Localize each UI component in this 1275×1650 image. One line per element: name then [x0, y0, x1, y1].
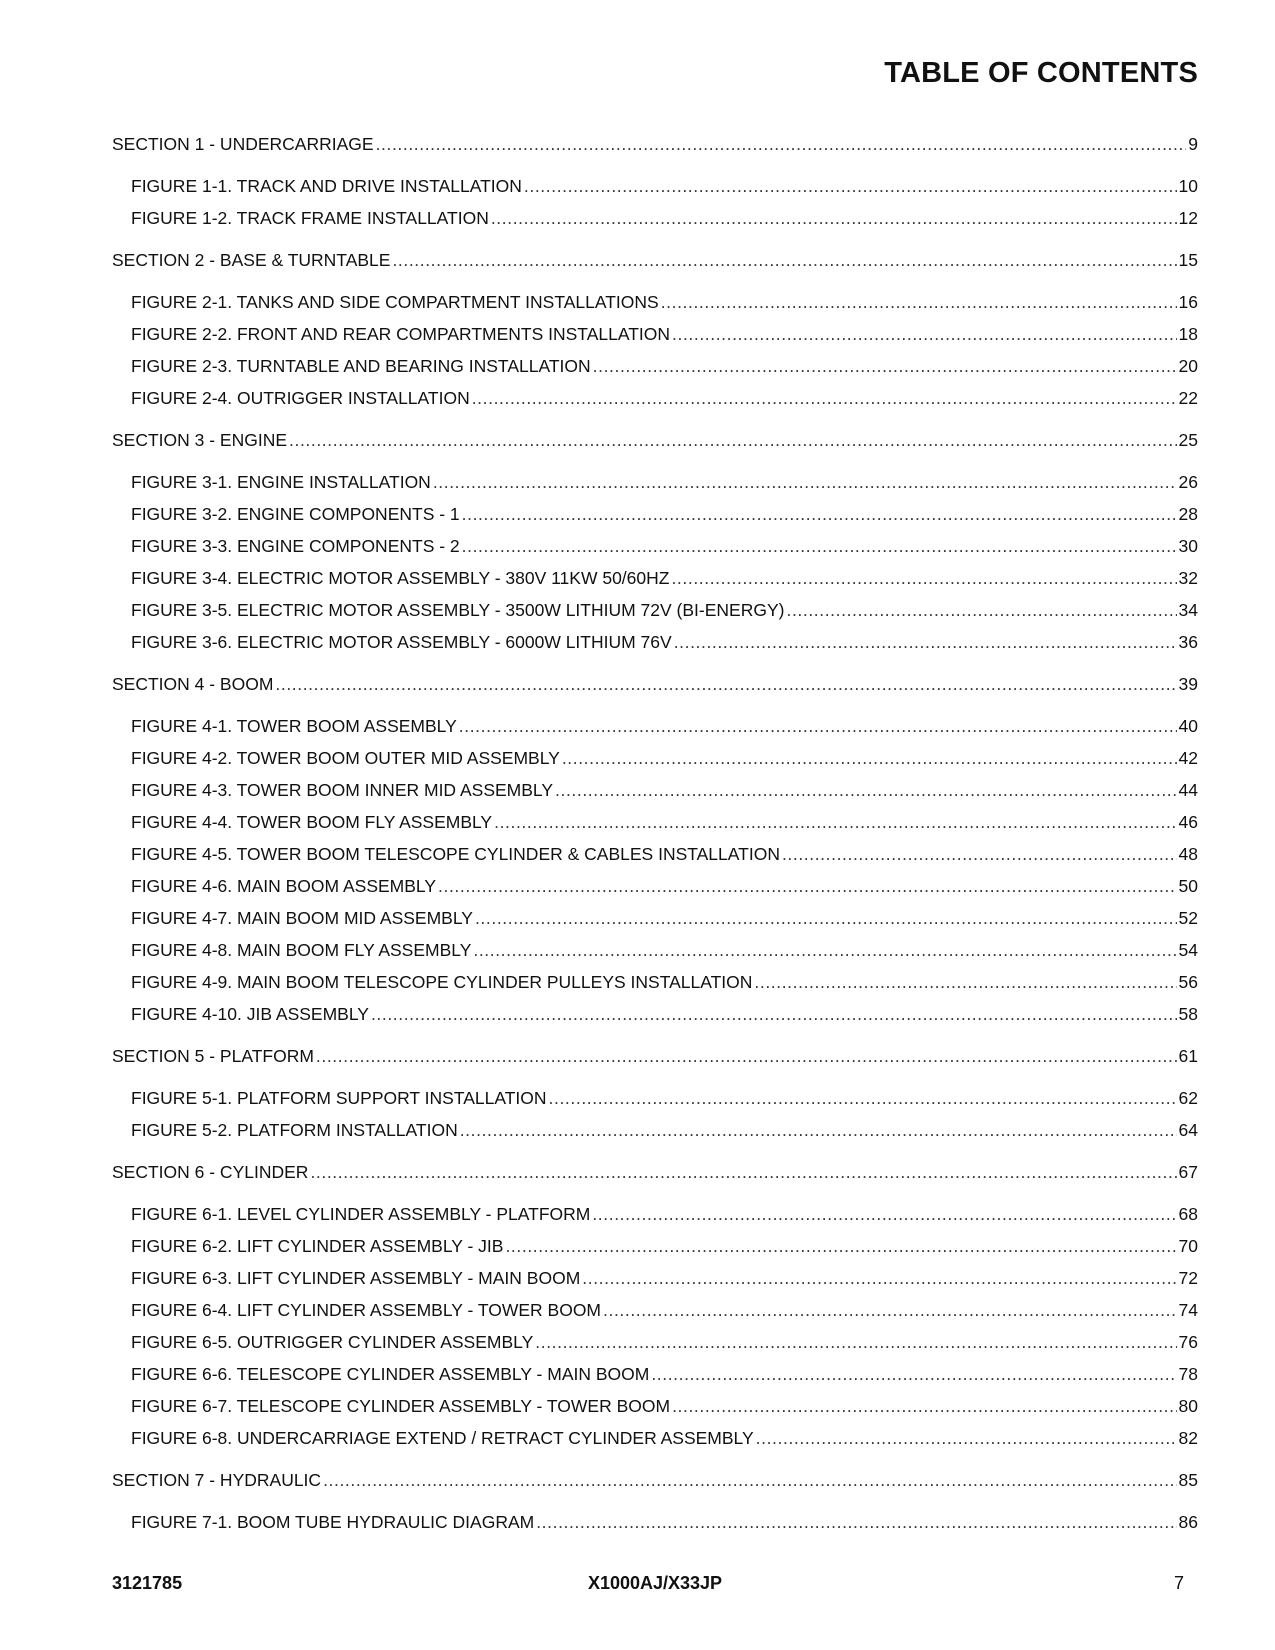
dot-leader [674, 626, 1177, 658]
toc-entry-label: SECTION 4 - BOOM [112, 674, 274, 694]
toc-entry-page: 22 [1178, 388, 1198, 408]
toc-entry-page: 50 [1178, 876, 1198, 896]
dot-leader [473, 934, 1176, 966]
dot-leader [592, 1198, 1176, 1230]
toc-figure-entry[interactable] [112, 498, 1198, 530]
toc-entry-label: SECTION 5 - PLATFORM [112, 1046, 314, 1066]
toc-entry-page: 9 [1188, 134, 1198, 154]
dot-leader [754, 966, 1176, 998]
dot-leader [371, 998, 1177, 1030]
dot-leader [782, 838, 1177, 870]
toc-figure-entry[interactable] [112, 1326, 1198, 1358]
toc-figure-entry[interactable] [112, 626, 1198, 658]
dot-leader [323, 1464, 1176, 1496]
dot-leader [433, 466, 1177, 498]
toc-entry-label: FIGURE 2-1. TANKS AND SIDE COMPARTMENT INSTALLATIONS [131, 292, 659, 312]
toc-entry-label: FIGURE 3-1. ENGINE INSTALLATION [131, 472, 431, 492]
toc-figure-entry[interactable] [112, 1262, 1198, 1294]
toc-entry-label: FIGURE 4-8. MAIN BOOM FLY ASSEMBLY [131, 940, 472, 960]
toc-entry-page: 52 [1178, 908, 1198, 928]
dot-leader [275, 668, 1176, 700]
dot-leader [661, 286, 1177, 318]
dot-leader [524, 170, 1177, 202]
toc-entry-page: 40 [1178, 716, 1198, 736]
model-name: X1000AJ/X33JP [587, 1573, 723, 1593]
toc-entry-label: SECTION 3 - ENGINE [112, 430, 288, 450]
dot-leader [786, 594, 1176, 626]
dot-leader [672, 1390, 1176, 1422]
toc-entry-page: 67 [1178, 1162, 1198, 1182]
toc-entry-label: FIGURE 2-2. FRONT AND REAR COMPARTMENTS INSTALLATION [131, 324, 671, 344]
toc-entry-label: FIGURE 6-4. LIFT CYLINDER ASSEMBLY - TOWER BOOM [131, 1300, 602, 1320]
toc-entry-page: 25 [1178, 430, 1198, 450]
toc-entry-page: 76 [1178, 1332, 1198, 1352]
dot-leader [505, 1230, 1176, 1262]
toc-figure-entry[interactable] [112, 774, 1198, 806]
toc-figure-entry[interactable] [112, 998, 1198, 1030]
toc-entry-page: 68 [1178, 1204, 1198, 1224]
toc-figure-entry[interactable] [112, 710, 1198, 742]
toc-entry-label: FIGURE 7-1. BOOM TUBE HYDRAULIC DIAGRAM [131, 1512, 535, 1532]
toc-entry-label: SECTION 7 - HYDRAULIC [112, 1470, 322, 1490]
dot-leader [562, 742, 1177, 774]
toc-entry-page: 48 [1178, 844, 1198, 864]
toc-entry-page: 36 [1178, 632, 1198, 652]
toc-figure-entry[interactable] [112, 1506, 1198, 1538]
dot-leader [392, 244, 1176, 276]
document-number: 3121785 [112, 1573, 183, 1593]
toc-figure-entry[interactable] [112, 806, 1198, 838]
dot-leader [491, 202, 1177, 234]
toc-figure-entry[interactable] [112, 170, 1198, 202]
toc-entry-page: 86 [1178, 1512, 1198, 1532]
toc-entry-page: 85 [1178, 1470, 1198, 1490]
toc-section-entry[interactable] [112, 1156, 1198, 1188]
toc-figure-entry[interactable] [112, 382, 1198, 414]
toc-entry-label: FIGURE 4-6. MAIN BOOM ASSEMBLY [131, 876, 437, 896]
toc-entry-page: 10 [1178, 176, 1198, 196]
toc-entry-page: 28 [1178, 504, 1198, 524]
dot-leader [651, 1358, 1176, 1390]
toc-entry-label: FIGURE 1-1. TRACK AND DRIVE INSTALLATION [131, 176, 522, 196]
toc-entry-label: SECTION 2 - BASE & TURNTABLE [112, 250, 391, 270]
toc-entry-label: FIGURE 5-1. PLATFORM SUPPORT INSTALLATION [131, 1088, 547, 1108]
toc-section-entry[interactable] [112, 1464, 1198, 1496]
toc-entry-page: 74 [1178, 1300, 1198, 1320]
toc-figure-entry[interactable] [112, 966, 1198, 998]
toc-entry-page: 62 [1178, 1088, 1198, 1108]
dot-leader [460, 1114, 1177, 1146]
toc-figure-entry[interactable] [112, 1358, 1198, 1390]
toc-entry-page: 61 [1178, 1046, 1198, 1066]
dot-leader [582, 1262, 1176, 1294]
dot-leader [462, 530, 1177, 562]
toc-figure-entry[interactable] [112, 318, 1198, 350]
toc-entry-label: FIGURE 3-6. ELECTRIC MOTOR ASSEMBLY - 6000W LITHIUM 76V [131, 632, 672, 652]
dot-leader [438, 870, 1177, 902]
toc-figure-entry[interactable] [112, 742, 1198, 774]
toc-entry-label: FIGURE 4-4. TOWER BOOM FLY ASSEMBLY [131, 812, 493, 832]
toc-entry-label: FIGURE 3-4. ELECTRIC MOTOR ASSEMBLY - 380V 11KW 50/60HZ [131, 568, 670, 588]
toc-entry-page: 12 [1178, 208, 1198, 228]
toc-entry-page: 82 [1178, 1428, 1198, 1448]
toc-section-entry[interactable] [112, 668, 1198, 700]
dot-leader [593, 350, 1177, 382]
dot-leader [316, 1040, 1177, 1072]
toc-figure-entry[interactable] [112, 1198, 1198, 1230]
toc-entry-page: 34 [1178, 600, 1198, 620]
toc-entry-label: FIGURE 3-3. ENGINE COMPONENTS - 2 [131, 536, 460, 556]
toc-entry-label: FIGURE 3-2. ENGINE COMPONENTS - 1 [131, 504, 460, 524]
toc-entry-page: 32 [1178, 568, 1198, 588]
toc-entry-label: FIGURE 4-2. TOWER BOOM OUTER MID ASSEMBLY [131, 748, 560, 768]
toc-figure-entry[interactable] [112, 1422, 1198, 1454]
toc-entry-label: FIGURE 4-10. JIB ASSEMBLY [131, 1004, 369, 1024]
toc-figure-entry[interactable] [112, 202, 1198, 234]
toc-entry-page: 64 [1178, 1120, 1198, 1140]
toc-figure-entry[interactable] [112, 594, 1198, 626]
toc-entry-page: 42 [1178, 748, 1198, 768]
toc-entry-page: 56 [1178, 972, 1198, 992]
toc-entry-label: FIGURE 1-2. TRACK FRAME INSTALLATION [131, 208, 489, 228]
toc-entry-page: 39 [1178, 674, 1198, 694]
toc-figure-entry[interactable] [112, 1114, 1198, 1146]
dot-leader [494, 806, 1176, 838]
toc-entry-label: SECTION 1 - UNDERCARRIAGE [112, 134, 374, 154]
toc-figure-entry[interactable] [112, 350, 1198, 382]
toc-entry-label: FIGURE 4-9. MAIN BOOM TELESCOPE CYLINDER PULLEYS INSTALLATION [131, 972, 753, 992]
dot-leader [289, 424, 1177, 456]
page-number: 7 [1173, 1573, 1184, 1593]
toc-entry-page: 80 [1178, 1396, 1198, 1416]
toc-entry-page: 26 [1178, 472, 1198, 492]
toc-entry-page: 20 [1178, 356, 1198, 376]
dot-leader [672, 318, 1177, 350]
toc-entry-page: 30 [1178, 536, 1198, 556]
toc-entry-label: FIGURE 6-2. LIFT CYLINDER ASSEMBLY - JIB [131, 1236, 504, 1256]
toc-entry-page: 58 [1178, 1004, 1198, 1024]
dot-leader [472, 382, 1177, 414]
toc-entry-label: FIGURE 6-1. LEVEL CYLINDER ASSEMBLY - PLATFORM [131, 1204, 591, 1224]
toc-entry-page: 18 [1178, 324, 1198, 344]
dot-leader [603, 1294, 1177, 1326]
toc-figure-entry[interactable] [112, 870, 1198, 902]
toc-entry-label: FIGURE 6-6. TELESCOPE CYLINDER ASSEMBLY - MAIN BOOM [131, 1364, 650, 1384]
dot-leader [475, 902, 1177, 934]
toc-entry-label: FIGURE 5-2. PLATFORM INSTALLATION [131, 1120, 458, 1140]
toc-figure-entry[interactable] [112, 1390, 1198, 1422]
toc-figure-entry[interactable] [112, 466, 1198, 498]
toc-entry-label: FIGURE 6-5. OUTRIGGER CYLINDER ASSEMBLY [131, 1332, 534, 1352]
toc-entry-label: FIGURE 6-8. UNDERCARRIAGE EXTEND / RETRACT CYLINDER ASSEMBLY [131, 1428, 754, 1448]
toc-entry-label: FIGURE 4-5. TOWER BOOM TELESCOPE CYLINDER & CABLES INSTALLATION [131, 844, 780, 864]
toc-entry-page: 54 [1178, 940, 1198, 960]
toc-figure-entry[interactable] [112, 1230, 1198, 1262]
toc-entry-label: FIGURE 4-7. MAIN BOOM MID ASSEMBLY [131, 908, 473, 928]
dot-leader [376, 128, 1187, 160]
table-of-contents [112, 128, 1198, 1538]
toc-section-entry[interactable] [112, 128, 1198, 160]
toc-entry-label: FIGURE 6-3. LIFT CYLINDER ASSEMBLY - MAIN BOOM [131, 1268, 581, 1288]
dot-leader [310, 1156, 1176, 1188]
dot-leader [671, 562, 1176, 594]
toc-entry-label: FIGURE 4-1. TOWER BOOM ASSEMBLY [131, 716, 457, 736]
toc-figure-entry[interactable] [112, 1082, 1198, 1114]
dot-leader [535, 1326, 1176, 1358]
toc-entry-label: FIGURE 3-5. ELECTRIC MOTOR ASSEMBLY - 3500W LITHIUM 72V (BI-ENERGY) [131, 600, 785, 620]
dot-leader [555, 774, 1177, 806]
toc-section-entry[interactable] [112, 244, 1198, 276]
page-footer [112, 1573, 1198, 1601]
toc-figure-entry[interactable] [112, 286, 1198, 318]
toc-figure-entry[interactable] [112, 838, 1198, 870]
toc-section-entry[interactable] [112, 1040, 1198, 1072]
dot-leader [536, 1506, 1176, 1538]
page-title: TABLE OF CONTENTS [884, 57, 1198, 89]
toc-figure-entry[interactable] [112, 902, 1198, 934]
toc-figure-entry[interactable] [112, 530, 1198, 562]
toc-figure-entry[interactable] [112, 934, 1198, 966]
dot-leader [459, 710, 1177, 742]
toc-figure-entry[interactable] [112, 1294, 1198, 1326]
toc-entry-label: FIGURE 2-3. TURNTABLE AND BEARING INSTALLATION [131, 356, 591, 376]
toc-entry-label: FIGURE 2-4. OUTRIGGER INSTALLATION [131, 388, 470, 408]
toc-entry-page: 78 [1178, 1364, 1198, 1384]
toc-entry-page: 72 [1178, 1268, 1198, 1288]
toc-entry-page: 16 [1178, 292, 1198, 312]
dot-leader [756, 1422, 1177, 1454]
toc-section-entry[interactable] [112, 424, 1198, 456]
toc-entry-page: 70 [1178, 1236, 1198, 1256]
toc-entry-page: 44 [1178, 780, 1198, 800]
toc-entry-page: 15 [1178, 250, 1198, 270]
dot-leader [462, 498, 1177, 530]
toc-entry-label: SECTION 6 - CYLINDER [112, 1162, 309, 1182]
toc-figure-entry[interactable] [112, 562, 1198, 594]
toc-entry-label: FIGURE 6-7. TELESCOPE CYLINDER ASSEMBLY - TOWER BOOM [131, 1396, 671, 1416]
toc-entry-page: 46 [1178, 812, 1198, 832]
dot-leader [549, 1082, 1177, 1114]
toc-entry-label: FIGURE 4-3. TOWER BOOM INNER MID ASSEMBLY [131, 780, 554, 800]
